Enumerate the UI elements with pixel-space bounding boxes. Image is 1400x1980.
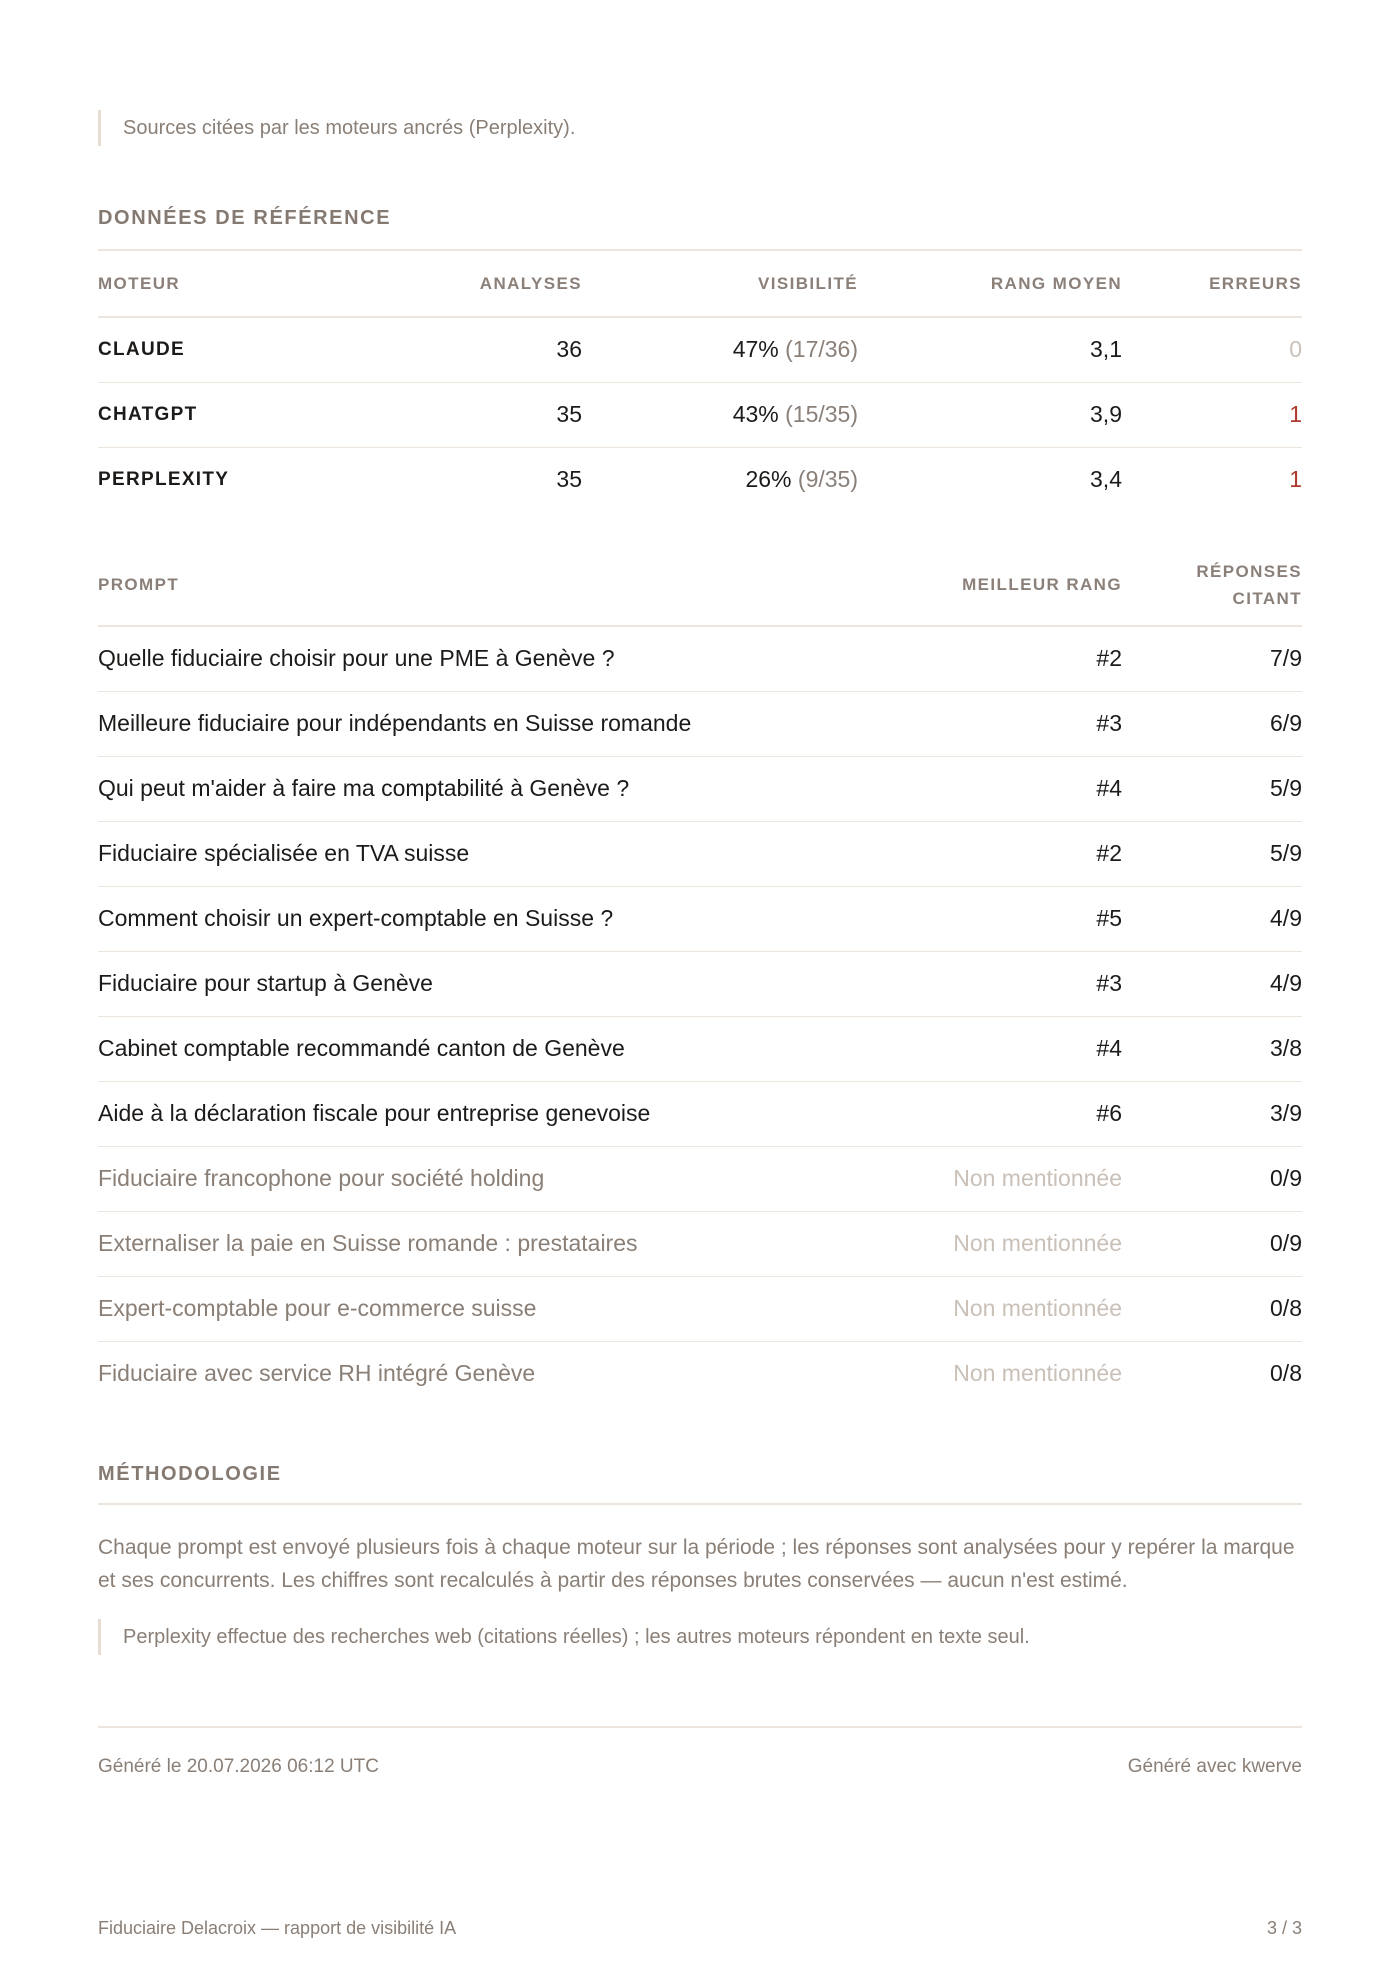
generation-row [98, 1756, 1302, 1778]
best-rank: Non mentionnée [938, 1211, 1122, 1276]
best-rank: #2 [938, 821, 1122, 886]
best-rank: #4 [938, 1016, 1122, 1081]
prompt-text: Fiduciaire francophone pour société holding [98, 1146, 938, 1211]
prompt-text: Fiduciaire avec service RH intégré Genève [98, 1341, 938, 1406]
prompt-text: Fiduciaire spécialisée en TVA suisse [98, 821, 938, 886]
visibility-cell [582, 447, 858, 512]
visibility-cell [582, 317, 858, 382]
best-rank: #6 [938, 1081, 1122, 1146]
error-count: 1 [1122, 447, 1302, 512]
avg-rank: 3,9 [858, 382, 1122, 447]
methodology-note [98, 1619, 1302, 1655]
prompt-text: Fiduciaire pour startup à Genève [98, 951, 938, 1016]
reference-table [98, 251, 1302, 512]
best-rank: Non mentionnée [938, 1341, 1122, 1406]
col-avg-rank-header: RANG MOYEN [858, 251, 1122, 317]
responses-citing: 0/8 [1122, 1276, 1302, 1341]
prompt-text: Quelle fiduciaire choisir pour une PME à Genève ? [98, 645, 615, 672]
generated-date: Généré le 20.07.2026 06:12 UTC [98, 1756, 379, 1777]
col-analyses-header: ANALYSES [330, 251, 582, 317]
error-count: 0 [1289, 336, 1302, 363]
methodology-title: MÉTHODOLOGIE [98, 1463, 282, 1485]
reference-title: DONNÉES DE RÉFÉRENCE [98, 207, 392, 229]
error-count: 1 [1122, 382, 1302, 447]
footer-report-title: Fiduciaire Delacroix — rapport de visibilité IA [98, 1918, 457, 1938]
analyses-count: 35 [330, 447, 582, 512]
sources-note-text: Sources citées par les moteurs ancrés (Perplexity). [123, 117, 576, 139]
analyses-count: 35 [330, 382, 582, 447]
prompt-row [98, 1016, 1302, 1081]
methodology-section [98, 1463, 1302, 1655]
reference-row-claude [98, 317, 1302, 382]
prompt-text: Expert-comptable pour e-commerce suisse [98, 1276, 938, 1341]
prompt-text: Externaliser la paie en Suisse romande : prestataires [98, 1211, 938, 1276]
responses-citing: 4/9 [1122, 951, 1302, 1016]
responses-citing: 0/9 [1122, 1146, 1302, 1211]
page-footer [98, 1918, 1302, 1939]
col-responses-line2: CITANT [1232, 588, 1302, 608]
best-rank: #2 [1096, 645, 1122, 672]
prompt-row [98, 886, 1302, 951]
best-rank: #4 [938, 756, 1122, 821]
col-errors-header: ERREURS [1122, 251, 1302, 317]
prompt-row-unmentioned [98, 1146, 1302, 1211]
responses-citing: 7/9 [1270, 645, 1302, 672]
analyses-count: 36 [556, 336, 582, 363]
reference-row-chatgpt [98, 382, 1302, 447]
avg-rank: 3,4 [858, 447, 1122, 512]
responses-citing: 5/9 [1122, 756, 1302, 821]
best-rank: #3 [938, 951, 1122, 1016]
col-best-rank-header: MEILLEUR RANG [938, 544, 1122, 626]
prompt-text: Aide à la déclaration fiscale pour entreprise genevoise [98, 1081, 938, 1146]
responses-citing: 3/9 [1122, 1081, 1302, 1146]
visibility-detail: (9/35) [797, 466, 858, 493]
visibility-percent: 43% [732, 401, 779, 427]
prompt-row [98, 1081, 1302, 1146]
visibility-detail: (17/36) [785, 336, 858, 363]
visibility-percent: 47% [732, 336, 779, 363]
prompt-row [98, 756, 1302, 821]
prompt-row [98, 626, 1302, 691]
prompts-table [98, 544, 1302, 1406]
engine-name: CLAUDE [98, 338, 185, 360]
visibility-cell [582, 382, 858, 447]
prompt-text: Cabinet comptable recommandé canton de Genève [98, 1016, 938, 1081]
prompt-text: Qui peut m'aider à faire ma comptabilité à Genève ? [98, 756, 938, 821]
prompt-row-unmentioned [98, 1211, 1302, 1276]
reference-section [98, 207, 1302, 512]
responses-citing: 6/9 [1122, 691, 1302, 756]
reference-header-row [98, 251, 1302, 317]
page-number: 3 / 3 [1266, 1918, 1302, 1938]
generation-info [98, 1726, 1302, 1778]
engine-name: CHATGPT [98, 382, 330, 447]
methodology-divider [98, 1503, 1302, 1505]
responses-citing: 3/8 [1122, 1016, 1302, 1081]
avg-rank: 3,1 [1090, 336, 1122, 363]
best-rank: Non mentionnée [938, 1146, 1122, 1211]
generated-by: Généré avec kwerve [1127, 1756, 1302, 1777]
visibility-detail: (15/35) [785, 401, 858, 427]
prompt-row [98, 951, 1302, 1016]
prompt-text: Meilleure fiduciaire pour indépendants en Suisse romande [98, 691, 938, 756]
prompt-row-unmentioned [98, 1341, 1302, 1406]
reference-row-perplexity [98, 447, 1302, 512]
engine-name: PERPLEXITY [98, 447, 330, 512]
prompt-row [98, 821, 1302, 886]
prompts-header-row [98, 544, 1302, 626]
col-engine-header: MOTEUR [98, 251, 330, 317]
best-rank: #5 [938, 886, 1122, 951]
methodology-text: Chaque prompt est envoyé plusieurs fois à chaque moteur sur la période ; les réponses sont analysées pour y repérer la marque et ses concurrents. Les chiffres sont recalculés à partir des réponses brutes conservées — aucun n'est estimé. [98, 1536, 1295, 1592]
prompt-row [98, 691, 1302, 756]
visibility-percent: 26% [745, 466, 792, 493]
prompt-row-unmentioned [98, 1276, 1302, 1341]
col-prompt-header: PROMPT [98, 544, 938, 626]
responses-citing: 0/9 [1122, 1211, 1302, 1276]
prompt-text: Comment choisir un expert-comptable en Suisse ? [98, 886, 938, 951]
methodology-note-text: Perplexity effectue des recherches web (citations réelles) ; les autres moteurs répondent en texte seul. [123, 1626, 1030, 1648]
sources-note [98, 110, 1302, 146]
responses-citing: 5/9 [1122, 821, 1302, 886]
col-responses-line1: RÉPONSES [1196, 561, 1302, 581]
responses-citing: 0/8 [1122, 1341, 1302, 1406]
best-rank: Non mentionnée [938, 1276, 1122, 1341]
responses-citing: 4/9 [1122, 886, 1302, 951]
prompts-section [98, 544, 1302, 1406]
col-visibility-header: VISIBILITÉ [582, 251, 858, 317]
best-rank: #3 [938, 691, 1122, 756]
col-responses-header [1122, 544, 1302, 626]
